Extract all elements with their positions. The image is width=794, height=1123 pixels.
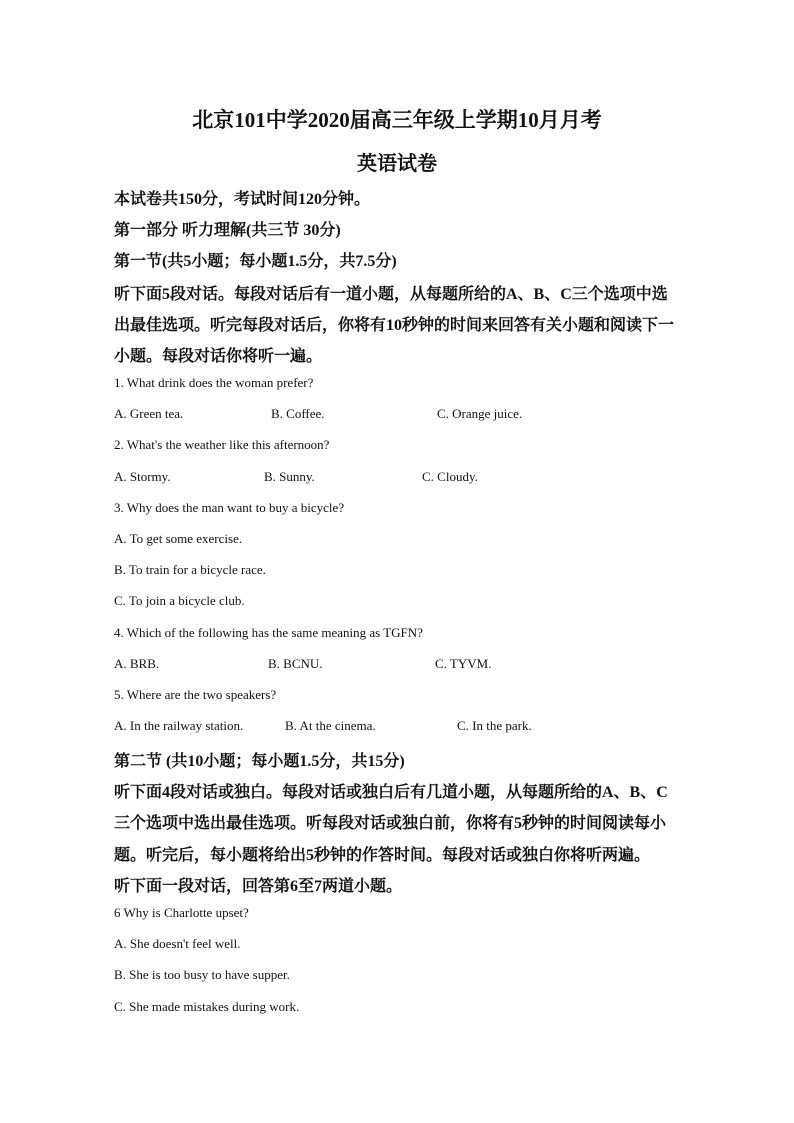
section2-instruction-line: 听下面4段对话或独白。每段对话或独白后有几道小题，从每题所给的A、B、C <box>114 784 668 801</box>
q1-option-b: B. Coffee. <box>271 406 325 421</box>
q5-option-b: B. At the cinema. <box>285 718 376 733</box>
question-6: 6 Why is Charlotte upset? <box>114 905 249 920</box>
q5-option-a: A. In the railway station. <box>114 718 244 733</box>
question-4: 4. Which of the following has the same meaning as TGFN? <box>114 625 423 640</box>
q5-option-c: C. In the park. <box>457 718 532 733</box>
q6-option-c: C. She made mistakes during work. <box>114 999 300 1014</box>
part1-heading: 第一部分 听力理解(共三节 30分) <box>114 222 341 239</box>
q2-option-b: B. Sunny. <box>264 469 315 484</box>
question-3: 3. Why does the man want to buy a bicycle? <box>114 500 345 515</box>
section2-instruction-line: 听下面一段对话，回答第6至7两道小题。 <box>114 878 403 895</box>
question-1: 1. What drink does the woman prefer? <box>114 375 314 390</box>
q6-option-a: A. She doesn't feel well. <box>114 936 241 951</box>
section2-heading: 第二节 (共10小题；每小题1.5分，共15分) <box>114 753 405 770</box>
section1-heading: 第一节(共5小题；每小题1.5分，共7.5分) <box>114 253 397 270</box>
question-5: 5. Where are the two speakers? <box>114 687 277 702</box>
exam-title: 北京101中学2020届高三年级上学期10月月考 <box>192 108 602 132</box>
q2-option-a: A. Stormy. <box>114 469 171 484</box>
section1-instruction-line: 听下面5段对话。每段对话后有一道小题，从每题所给的A、B、C三个选项中选 <box>114 286 668 303</box>
q4-option-a: A. BRB. <box>114 656 160 671</box>
question-2: 2. What's the weather like this afternoon? <box>114 437 330 452</box>
section2-instruction-line: 三个选项中选出最佳选项。听每段对话或独白前，你将有5秒钟的时间阅读每小 <box>114 815 667 832</box>
q1-option-c: C. Orange juice. <box>437 406 523 421</box>
section1-instruction-line: 小题。每段对话你将听一遍。 <box>114 348 323 365</box>
exam-subtitle: 英语试卷 <box>357 153 437 175</box>
q6-option-b: B. She is too busy to have supper. <box>114 967 290 982</box>
q1-option-a: A. Green tea. <box>114 406 184 421</box>
q4-option-b: B. BCNU. <box>268 656 323 671</box>
section1-instruction-line: 出最佳选项。听完每段对话后，你将有10秒钟的时间来回答有关小题和阅读下一 <box>114 317 675 334</box>
q3-option-b: B. To train for a bicycle race. <box>114 562 266 577</box>
exam-intro: 本试卷共150分，考试时间120分钟。 <box>114 191 371 208</box>
q3-option-a: A. To get some exercise. <box>114 531 243 546</box>
q4-option-c: C. TYVM. <box>435 656 492 671</box>
q2-option-c: C. Cloudy. <box>422 469 478 484</box>
q3-option-c: C. To join a bicycle club. <box>114 593 245 608</box>
section2-instruction-line: 题。听完后，每小题将给出5秒钟的作答时间。每段对话或独白你将听两遍。 <box>114 847 651 864</box>
